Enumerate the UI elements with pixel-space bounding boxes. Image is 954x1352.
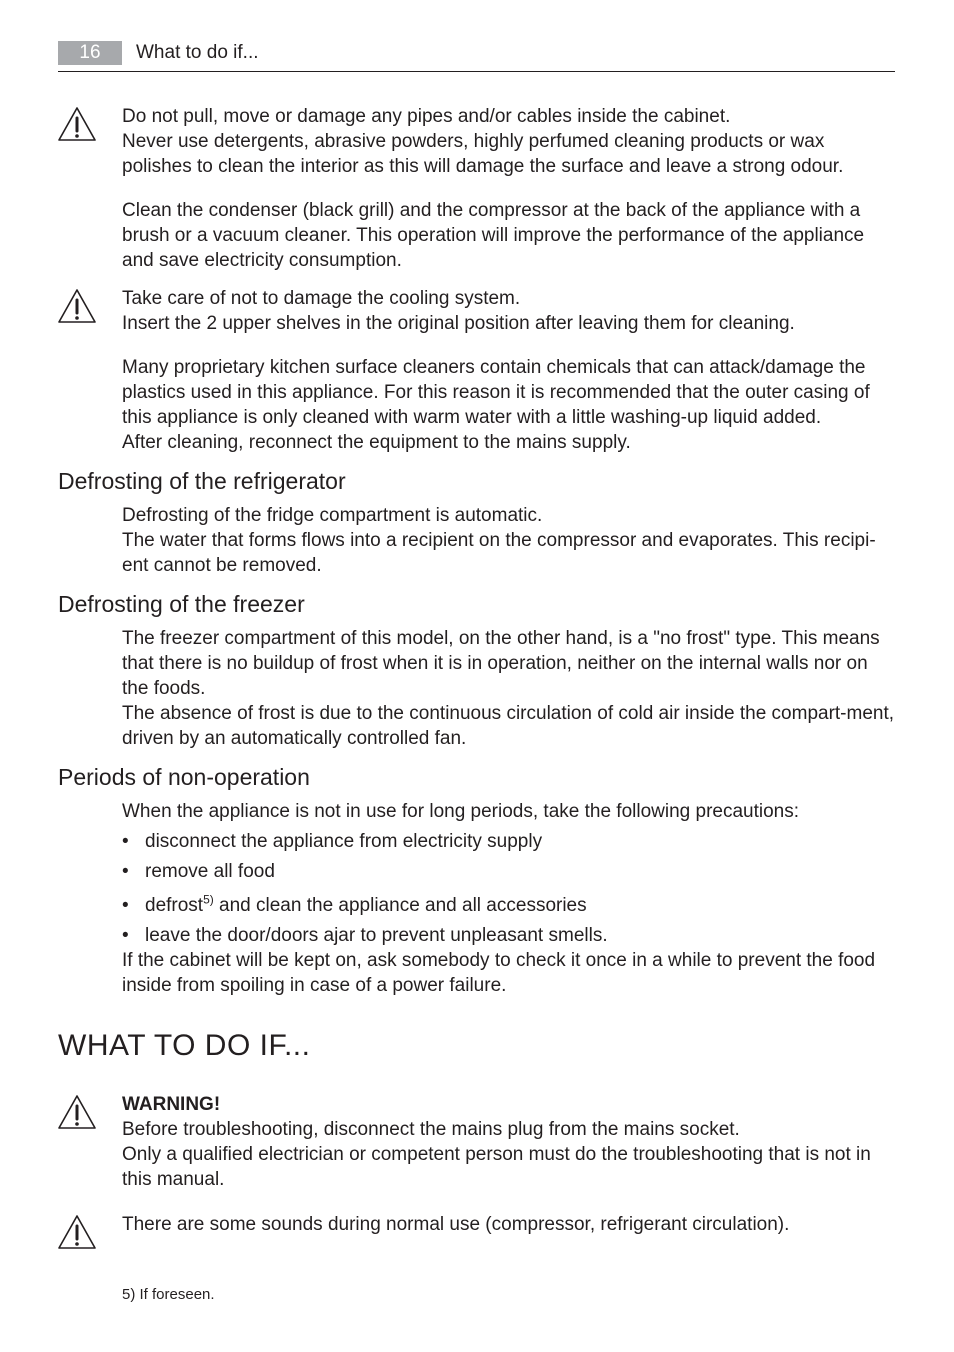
- warning-triangle-icon: [57, 288, 97, 324]
- text-line: Do not pull, move or damage any pipes and/or cables inside the cabinet.: [122, 106, 731, 127]
- text-fragment: and clean the appliance and all accessories: [213, 895, 587, 916]
- paragraph-sounds: There are some sounds during normal use (compressor, refrigerant circulation).: [122, 1214, 790, 1235]
- text-fragment: defrost: [145, 895, 204, 916]
- page-number: 16: [58, 41, 122, 65]
- text-line: Insert the 2 upper shelves in the original position after leaving them for cleaning.: [122, 313, 795, 334]
- bullet-icon: •: [122, 831, 129, 852]
- section-heading-non-operation: Periods of non-operation: [58, 764, 310, 790]
- list-item-text: remove all food: [145, 861, 275, 882]
- warning-triangle-icon: [57, 1094, 97, 1130]
- section-heading-defrost-fridge: Defrosting of the refrigerator: [58, 468, 346, 494]
- text-line: After cleaning, reconnect the equipment to the mains supply.: [122, 432, 631, 453]
- text-line: Never use detergents, abrasive powders, highly perfumed cleaning products or wax polishes to clean the interior as this will damage the surface and leave a strong odour.: [122, 131, 844, 177]
- list-item-text: leave the door/doors ajar to prevent unpleasant smells.: [145, 925, 608, 946]
- warning-label: WARNING!: [122, 1094, 221, 1115]
- text-line: Before troubleshooting, disconnect the mains plug from the mains socket.: [122, 1119, 740, 1140]
- text-line: Many proprietary kitchen surface cleaners contain chemicals that can attack/damage the plastics used in this appliance. For this reason it is recommended that the outer casing of this appliance is only cleaned with warm water with a little washing-up liquid added.: [122, 357, 870, 428]
- bullet-icon: •: [122, 861, 129, 882]
- text-line: Take care of not to damage the cooling system.: [122, 288, 521, 309]
- paragraph-cleaners: [122, 355, 897, 455]
- footnote: 5) If foreseen.: [122, 1286, 215, 1303]
- running-title: What to do if...: [136, 42, 259, 63]
- paragraph-intro: When the appliance is not in use for long periods, take the following precautions:: [122, 801, 800, 822]
- list-item-text: disconnect the appliance from electricity supply: [145, 831, 543, 852]
- text-line: The water that forms flows into a recipient on the compressor and evaporates. This recipi-ent cannot be removed.: [122, 530, 876, 576]
- paragraph: [122, 626, 897, 751]
- page-header: [58, 41, 895, 72]
- bullet-icon: •: [122, 895, 129, 916]
- text-line: The freezer compartment of this model, on the other hand, is a "no frost" type. This means that there is no buildup of frost when it is in operation, neither on the internal walls nor on the foods.: [122, 628, 880, 699]
- paragraph-closing: If the cabinet will be kept on, ask somebody to check it once in a while to prevent the food inside from spoiling in case of a power failure.: [122, 950, 876, 996]
- text-line: Defrosting of the fridge compartment is automatic.: [122, 505, 543, 526]
- footnote-marker: 5): [203, 892, 214, 907]
- text-line: Only a qualified electrician or competent person must do the troubleshooting that is not in this manual.: [122, 1144, 871, 1190]
- warning-triangle-icon: [57, 1214, 97, 1250]
- text-line: The absence of frost is due to the continuous circulation of cold air inside the compart-ment, driven by an automatically controlled fan.: [122, 703, 895, 749]
- warning-triangle-icon: [57, 106, 97, 142]
- bullet-icon: •: [122, 925, 129, 946]
- section-heading-defrost-freezer: Defrosting of the freezer: [58, 591, 305, 617]
- paragraph: [122, 286, 897, 336]
- paragraph: [122, 503, 897, 578]
- paragraph-condenser: Clean the condenser (black grill) and the compressor at the back of the appliance with a brush or a vacuum cleaner. This operation will improve the performance of the appliance and save electricity consumption.: [122, 200, 865, 271]
- section-title-what-to-do: WHAT TO DO IF...: [58, 1029, 311, 1062]
- paragraph: [122, 104, 897, 179]
- paragraph-warning: [122, 1092, 897, 1192]
- list-item-text: [145, 893, 587, 918]
